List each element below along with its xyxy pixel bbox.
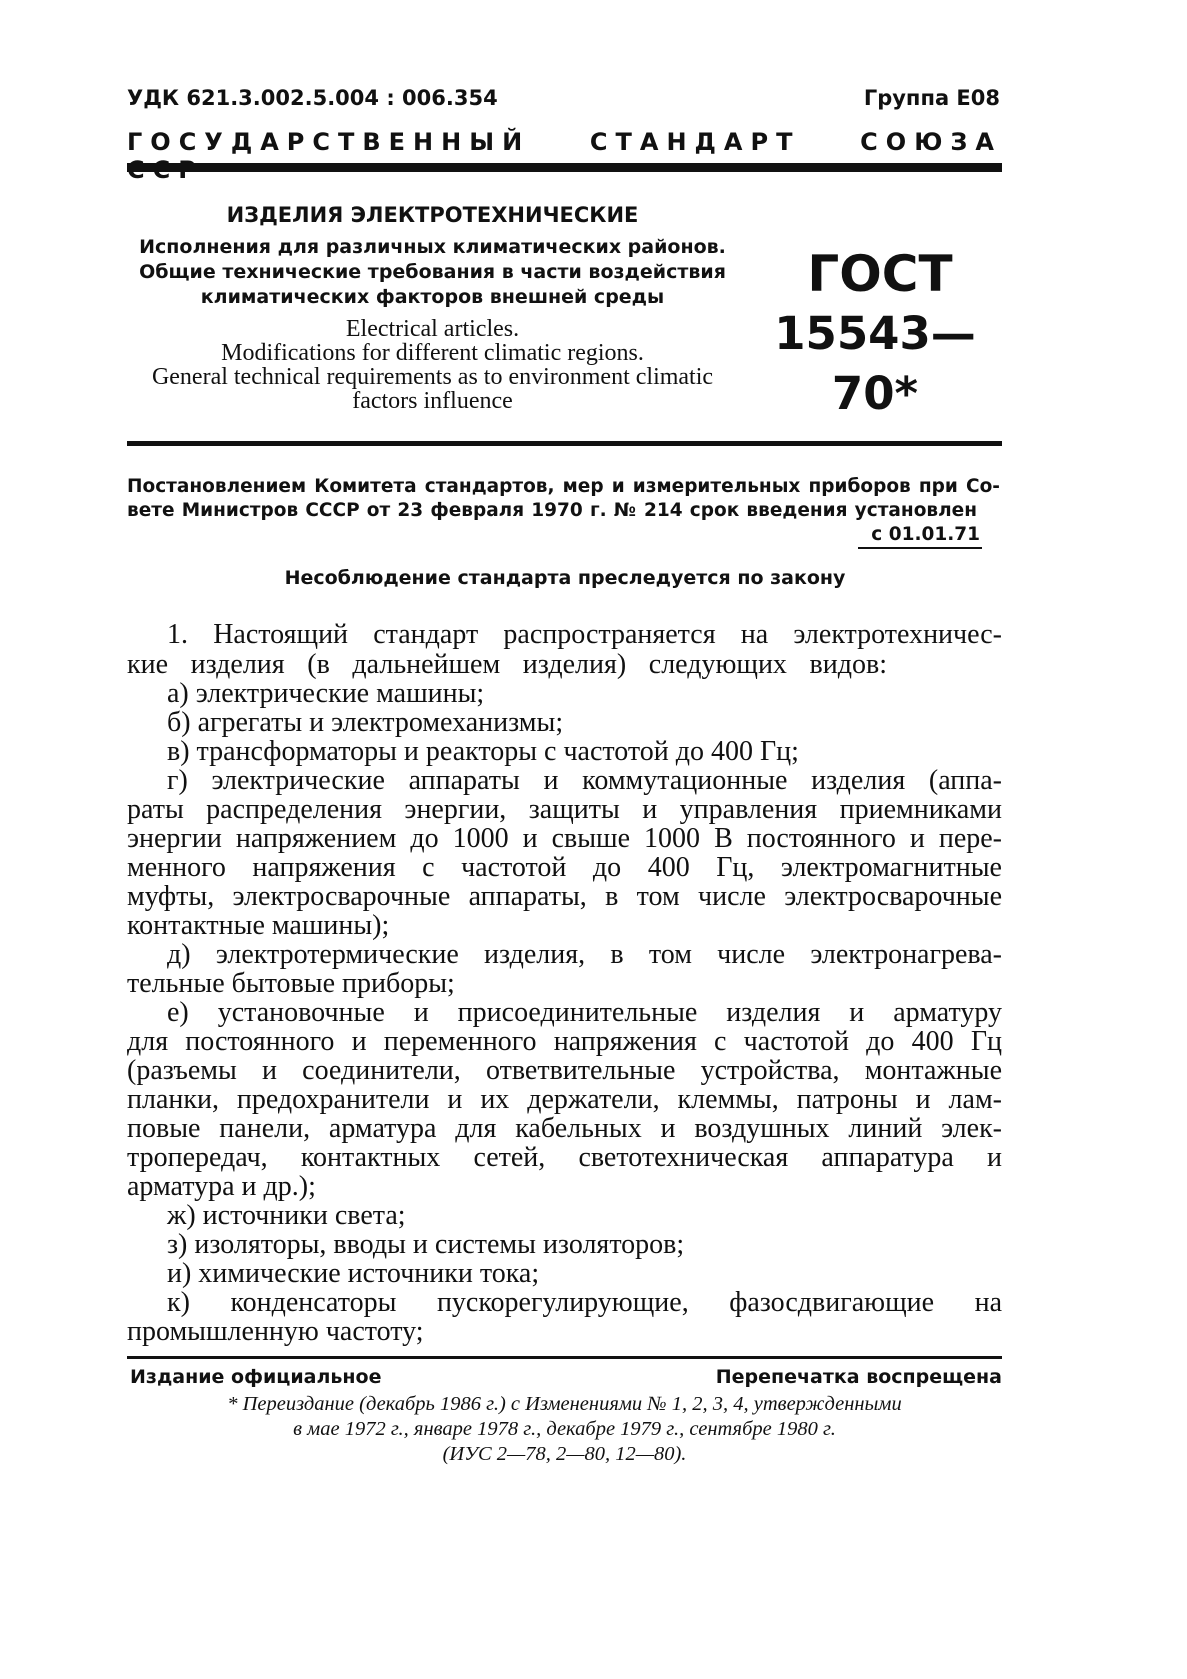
- body-line: кие изделия (в дальнейшем изделия) следующих видов:: [127, 649, 887, 680]
- body-line: тельные бытовые приборы;: [127, 968, 455, 999]
- note-line: в мае 1972 г., январе 1978 г., декабре 1979 г., сентябре 1980 г.: [293, 1418, 836, 1440]
- body-line: в) трансформаторы и реакторы с частотой до 400 Гц;: [167, 736, 799, 767]
- footer-rule: [127, 1356, 1002, 1359]
- decree-line: вете Министров СССР от 23 февраля 1970 г. № 214 срок введения установлен: [127, 500, 977, 521]
- gost-label: ГОСТ: [807, 245, 953, 303]
- body-line: е) установочные и присоединительные изделия и арматуру: [167, 997, 1002, 1028]
- gost-number: 15543—70*: [774, 307, 976, 420]
- reissue-note: [127, 1392, 1002, 1467]
- subtitle-line: Общие технические требования в части воздействия: [139, 261, 726, 283]
- body-line: раты распределения энергии, защиты и управления приемниками: [127, 794, 1002, 825]
- body-line: з) изоляторы, вводы и системы изоляторов;: [167, 1229, 685, 1260]
- body-line: а) электрические машины;: [167, 678, 485, 709]
- title-rule: [127, 441, 1002, 446]
- reprint-notice: Перепечатка воспрещена: [715, 1366, 1002, 1388]
- body-line: менного напряжения с частотой до 400 Гц, электромагнитные: [127, 852, 1002, 883]
- group-code: Группа Е08: [863, 86, 1000, 110]
- body-line: (разъемы и соединители, ответвительные устройства, монтажные: [127, 1055, 1002, 1086]
- body-line: промышленную частоту;: [127, 1316, 424, 1347]
- body-line: б) агрегаты и электромеханизмы;: [167, 707, 564, 738]
- body-line: энергии напряжением до 1000 и свыше 1000 В постоянного и пере-: [127, 823, 1002, 854]
- english-line: General technical requirements as to environment climatic: [151, 364, 714, 390]
- body-line: г) электрические аппараты и коммутационные изделия (аппа-: [167, 765, 1002, 796]
- date-underline: [858, 547, 982, 549]
- decree-line: Постановлением Комитета стандартов, мер и измерительных приборов при Со-: [127, 476, 1000, 497]
- header-rule: [127, 163, 1002, 172]
- standard-title: ГОСУДАРСТВЕННЫЙ СТАНДАРТ СОЮЗА: [127, 128, 1002, 156]
- body-line: для постоянного и переменного напряжения с частотой до 400 Гц: [127, 1026, 1002, 1057]
- body-line: 1. Настоящий стандарт распространяется на электротехничес-: [167, 619, 1002, 650]
- body-line: и) химические источники тока;: [167, 1258, 540, 1289]
- body-line: планки, предохранители и их держатели, клеммы, патроны и лам-: [127, 1084, 1002, 1115]
- official-edition: Издание официальное: [130, 1366, 382, 1388]
- udk-code: УДК 621.3.002.5.004 : 006.354: [127, 86, 498, 110]
- body-line: контактные машины);: [127, 910, 390, 941]
- english-title: [120, 317, 745, 413]
- english-line: factors influence: [352, 388, 513, 414]
- english-line: Modifications for different climatic regions.: [221, 340, 644, 366]
- subtitle: [130, 235, 735, 310]
- english-line: Electrical articles.: [345, 316, 520, 342]
- body-line: повые панели, арматура для кабельных и воздушных линий элек-: [127, 1113, 1002, 1144]
- subtitle-line: климатических факторов внешней среды: [200, 286, 665, 308]
- note-line: * Переиздание (декабрь 1986 г.) с Изменениями № 1, 2, 3, 4, утвержденными: [227, 1393, 902, 1415]
- body-line: к) конденсаторы пускорегулирующие, фазосдвигающие на: [167, 1287, 1002, 1318]
- decree-date: с 01.01.71: [871, 524, 980, 545]
- body-line: арматура и др.);: [127, 1171, 316, 1202]
- body-line: ж) источники света;: [167, 1200, 406, 1231]
- body-line: д) электротермические изделия, в том числе электронагрева-: [167, 939, 1002, 970]
- body-line: тропередач, контактных сетей, светотехническая аппаратура и: [127, 1142, 1002, 1173]
- body-line: муфты, электросварочные аппараты, в том числе электросварочные: [127, 881, 1002, 912]
- notice: Несоблюдение стандарта преследуется по закону: [284, 567, 846, 589]
- note-line: (ИУС 2—78, 2—80, 12—80).: [442, 1443, 687, 1465]
- main-title: ИЗДЕЛИЯ ЭЛЕКТРОТЕХНИЧЕСКИЕ: [226, 203, 639, 227]
- subtitle-line: Исполнения для различных климатических районов.: [139, 236, 726, 258]
